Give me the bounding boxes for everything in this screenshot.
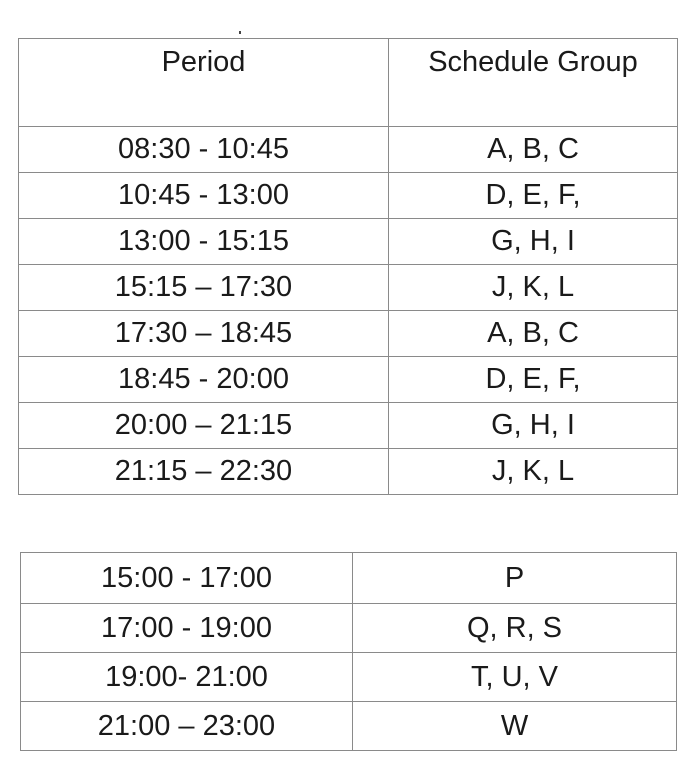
schedule-table xyxy=(18,38,678,495)
extra-schedule-table xyxy=(20,552,677,751)
table-row xyxy=(21,604,677,653)
period-header: Period xyxy=(19,39,389,127)
period-cell: 13:00 - 15:15 xyxy=(19,219,389,265)
group-cell: W xyxy=(353,702,677,751)
period-cell: 21:15 – 22:30 xyxy=(19,449,389,495)
group-cell: Q, R, S xyxy=(353,604,677,653)
table-row xyxy=(19,265,678,311)
table-row xyxy=(19,403,678,449)
table-header-row xyxy=(19,39,678,127)
table-row xyxy=(19,173,678,219)
table-row xyxy=(19,449,678,495)
group-cell: T, U, V xyxy=(353,653,677,702)
schedule-group-header: Schedule Group xyxy=(389,39,678,127)
group-cell: J, K, L xyxy=(389,265,678,311)
group-cell: J, K, L xyxy=(389,449,678,495)
group-cell: G, H, I xyxy=(389,219,678,265)
group-cell: D, E, F, xyxy=(389,173,678,219)
group-cell: A, B, C xyxy=(389,311,678,357)
period-cell: 19:00- 21:00 xyxy=(21,653,353,702)
period-cell: 20:00 – 21:15 xyxy=(19,403,389,449)
table-row xyxy=(19,311,678,357)
table-row xyxy=(21,702,677,751)
period-cell: 10:45 - 13:00 xyxy=(19,173,389,219)
period-cell: 17:00 - 19:00 xyxy=(21,604,353,653)
period-cell: 15:15 – 17:30 xyxy=(19,265,389,311)
period-cell: 18:45 - 20:00 xyxy=(19,357,389,403)
table-row xyxy=(19,357,678,403)
group-cell: P xyxy=(353,553,677,604)
group-cell: A, B, C xyxy=(389,127,678,173)
table-row xyxy=(19,219,678,265)
stray-mark xyxy=(239,31,241,34)
period-cell: 17:30 – 18:45 xyxy=(19,311,389,357)
group-cell: D, E, F, xyxy=(389,357,678,403)
period-cell: 15:00 - 17:00 xyxy=(21,553,353,604)
table-row xyxy=(21,653,677,702)
table-row xyxy=(19,127,678,173)
period-cell: 21:00 – 23:00 xyxy=(21,702,353,751)
period-cell: 08:30 - 10:45 xyxy=(19,127,389,173)
table-row xyxy=(21,553,677,604)
group-cell: G, H, I xyxy=(389,403,678,449)
